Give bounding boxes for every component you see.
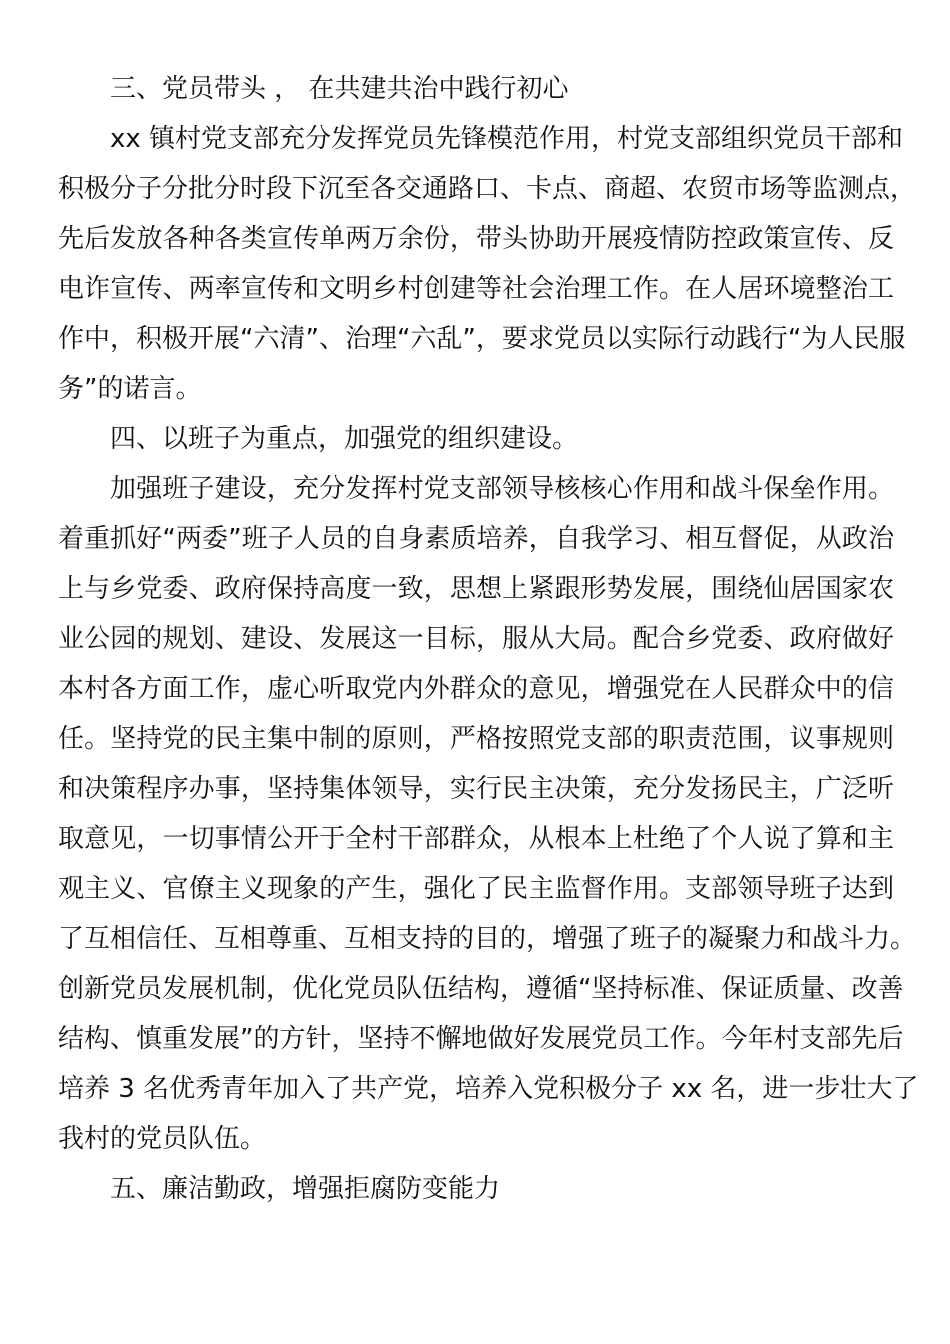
paragraph-line: 着重抓好“两委”班子人员的自身素质培养，自我学习、相互督促，从政治 [58, 524, 894, 554]
paragraph-line: 上与乡党委、政府保持高度一致，思想上紧跟形势发展，围绕仙居国家农 [58, 574, 894, 604]
document-page [58, 64, 919, 1214]
paragraph-line: 观主义、官僚主义现象的产生，强化了民主监督作用。支部领导班子达到 [58, 874, 894, 904]
paragraph-line: 和决策程序办事，坚持集体领导，实行民主决策，充分发扬民主，广泛听 [58, 774, 894, 804]
paragraph-line: 创新党员发展机制，优化党员队伍结构，遵循“坚持标准、保证质量、改善 [58, 974, 904, 1004]
paragraph-line: 任。坚持党的民主集中制的原则，严格按照党支部的职责范围，议事规则 [58, 724, 894, 754]
paragraph-line: 电诈宣传、两率宣传和文明乡村创建等社会治理工作。在人居环境整治工 [58, 274, 894, 304]
paragraph-line: 了互相信任、互相尊重、互相支持的目的，增强了班子的凝聚力和战斗力。 [58, 924, 917, 954]
paragraph-line: 加强班子建设，充分发挥村党支部领导核核心作用和战斗保垒作用。 [110, 474, 894, 504]
paragraph-line: xx 镇村党支部充分发挥党员先锋模范作用，村党支部组织党员干部和 [110, 124, 904, 154]
paragraph-line: 取意见，一切事情公开于全村干部群众，从根本上杜绝了个人说了算和主 [58, 824, 894, 854]
paragraph-line: 我村的党员队伍。 [58, 1124, 267, 1154]
paragraph-line: 积极分子分批分时段下沉至各交通路口、卡点、商超、农贸市场等监测点， [58, 174, 917, 204]
paragraph-line: 结构、慎重发展”的方针，坚持不懈地做好发展党员工作。今年村支部先后 [58, 1024, 904, 1054]
paragraph-line: 务”的诺言。 [58, 374, 202, 404]
paragraph-line: 作中，积极开展“六清”、治理“六乱”，要求党员以实际行动践行“为人民服 [58, 324, 906, 354]
paragraph-line: 先后发放各种各类宣传单两万余份，带头协助开展疫情防控政策宣传、反 [58, 224, 894, 254]
section-heading-4: 四、以班子为重点，加强党的组织建设。 [110, 424, 579, 454]
paragraph-line: 培养 3 名优秀青年加入了共产党，培养入党积极分子 xx 名，进一步壮大了 [58, 1074, 919, 1104]
section-heading-5: 五、廉洁勤政，增强拒腐防变能力 [110, 1174, 501, 1204]
paragraph-line: 业公园的规划、建设、发展这一目标，服从大局。配合乡党委、政府做好 [58, 624, 894, 654]
paragraph-line: 本村各方面工作，虚心听取党内外群众的意见，增强党在人民群众中的信 [58, 674, 894, 704]
section-heading-3: 三、党员带头 ， 在共建共治中践行初心 [110, 74, 569, 104]
